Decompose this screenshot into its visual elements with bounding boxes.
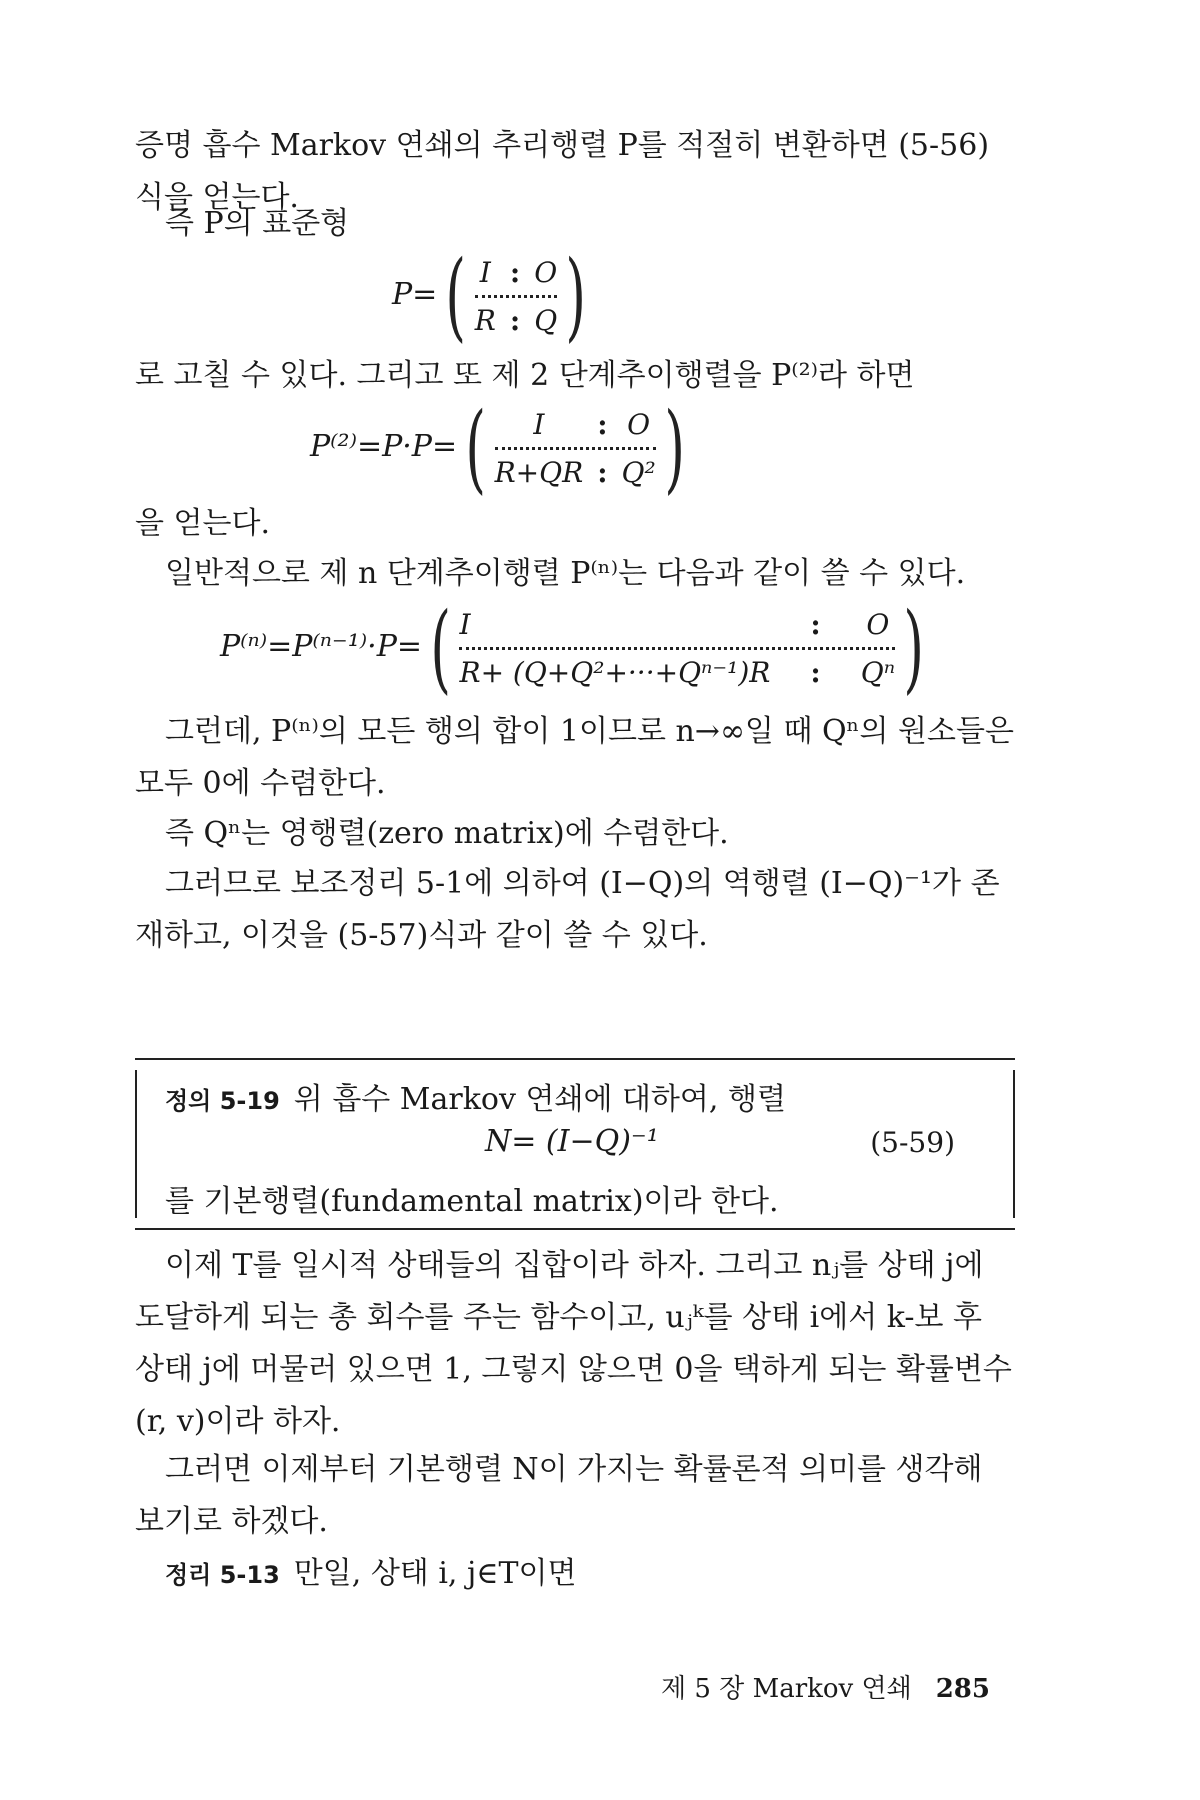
equation-n-step: P⁽ⁿ⁾=P⁽ⁿ⁻¹⁾·P= ( I : O R+ (Q+Q²+···+Qⁿ⁻¹)R : Qⁿ ) xyxy=(220,592,925,704)
equation-standard-form: P= ( I : O R : Q ) xyxy=(392,240,587,352)
theorem-text: 만일, 상태 i, j∈T이면 xyxy=(293,1556,577,1591)
theorem-statement xyxy=(165,1548,576,1592)
standard-form-intro: 즉 P의 표준형 xyxy=(165,206,350,241)
eq1-cell-d: Q xyxy=(534,303,558,337)
eq3-cell-b: O xyxy=(866,607,890,641)
eq2-lhs: P⁽²⁾=P·P= xyxy=(310,429,458,464)
eq1-cell-a: I xyxy=(479,255,491,289)
inverse-exists-text: 그러므로 보조정리 5-1에 의하여 (I−Q)의 역행렬 (I−Q)⁻¹가 존재하고, 이것을 (5-57)식과 같이 쓸 수 있다. xyxy=(135,866,1000,953)
eq3-cell-a: I xyxy=(459,607,471,641)
eq1-dotted-rule xyxy=(475,295,557,298)
eq3-dotted-rule xyxy=(459,647,895,650)
proof-intro: 증명 흡수 Markov 연쇄의 추리행렬 P를 적절히 변환하면 (5-56)식을 얻는다. xyxy=(135,128,990,215)
definition-foot-text: 를 기본행렬(fundamental matrix)이라 한다. xyxy=(165,1184,779,1219)
eq1-cell-b: O xyxy=(534,255,558,289)
definition-equation: N= (I−Q)⁻¹ xyxy=(485,1124,659,1159)
eq2-dotted-rule xyxy=(495,447,656,450)
obtained-text: 을 얻는다. xyxy=(135,506,270,541)
eq1-cell-c: R xyxy=(474,303,496,337)
two-step-intro: 로 고칠 수 있다. 그리고 또 제 2 단계추이행렬을 P⁽²⁾라 하면 xyxy=(135,358,915,393)
eq2-cell-c: R+QR xyxy=(494,455,584,489)
meaning-text: 그러면 이제부터 기본행렬 N이 가지는 확률론적 의미를 생각해 보기로 하겠다. xyxy=(135,1452,983,1539)
eq2-cell-a: I xyxy=(533,407,545,441)
definition-head-text: 위 흡수 Markov 연쇄에 대하여, 행렬 xyxy=(293,1082,786,1117)
n-step-intro: 일반적으로 제 n 단계추이행렬 P⁽ⁿ⁾는 다음과 같이 쓸 수 있다. xyxy=(165,556,966,591)
page-footer xyxy=(661,1668,990,1705)
eq1-lhs: P= xyxy=(392,277,438,312)
page-number: 285 xyxy=(935,1674,990,1704)
chapter-title: 제 5 장 Markov 연쇄 xyxy=(661,1674,912,1704)
transient-set-text: 이제 T를 일시적 상태들의 집합이라 하자. 그리고 nⱼ를 상태 j에 도달하게 되는 총 회수를 주는 함수이고, uⱼᵏ를 상태 i에서 k-보 후 상태 j에 머물러 있으면 1, 그렇지 않으면 0을 택하게 되는 확률변수(r, v)이라 하자. xyxy=(135,1248,1012,1439)
definition-heading xyxy=(165,1074,786,1118)
definition-equation-number: (5-59) xyxy=(870,1126,955,1159)
theorem-label: 정리 5-13 xyxy=(165,1561,280,1589)
equation-two-step: P⁽²⁾=P·P= ( I : O R+QR : Q² ) xyxy=(310,392,685,504)
eq3-cell-c: R+ (Q+Q²+···+Qⁿ⁻¹)R xyxy=(459,655,771,689)
eq3-cell-d: Qⁿ xyxy=(860,655,896,689)
eq2-cell-d: Q² xyxy=(621,455,656,489)
zero-matrix-text: 즉 Qⁿ는 영행렬(zero matrix)에 수렴한다. xyxy=(165,816,729,851)
eq3-lhs: P⁽ⁿ⁾=P⁽ⁿ⁻¹⁾·P= xyxy=(220,629,423,664)
definition-label: 정의 5-19 xyxy=(165,1087,280,1115)
convergence-text: 그런데, P⁽ⁿ⁾의 모든 행의 합이 1이므로 n→∞일 때 Qⁿ의 원소들은 모두 0에 수렴한다. xyxy=(135,714,1014,801)
eq2-cell-b: O xyxy=(627,407,651,441)
definition-box xyxy=(135,1058,1015,1230)
